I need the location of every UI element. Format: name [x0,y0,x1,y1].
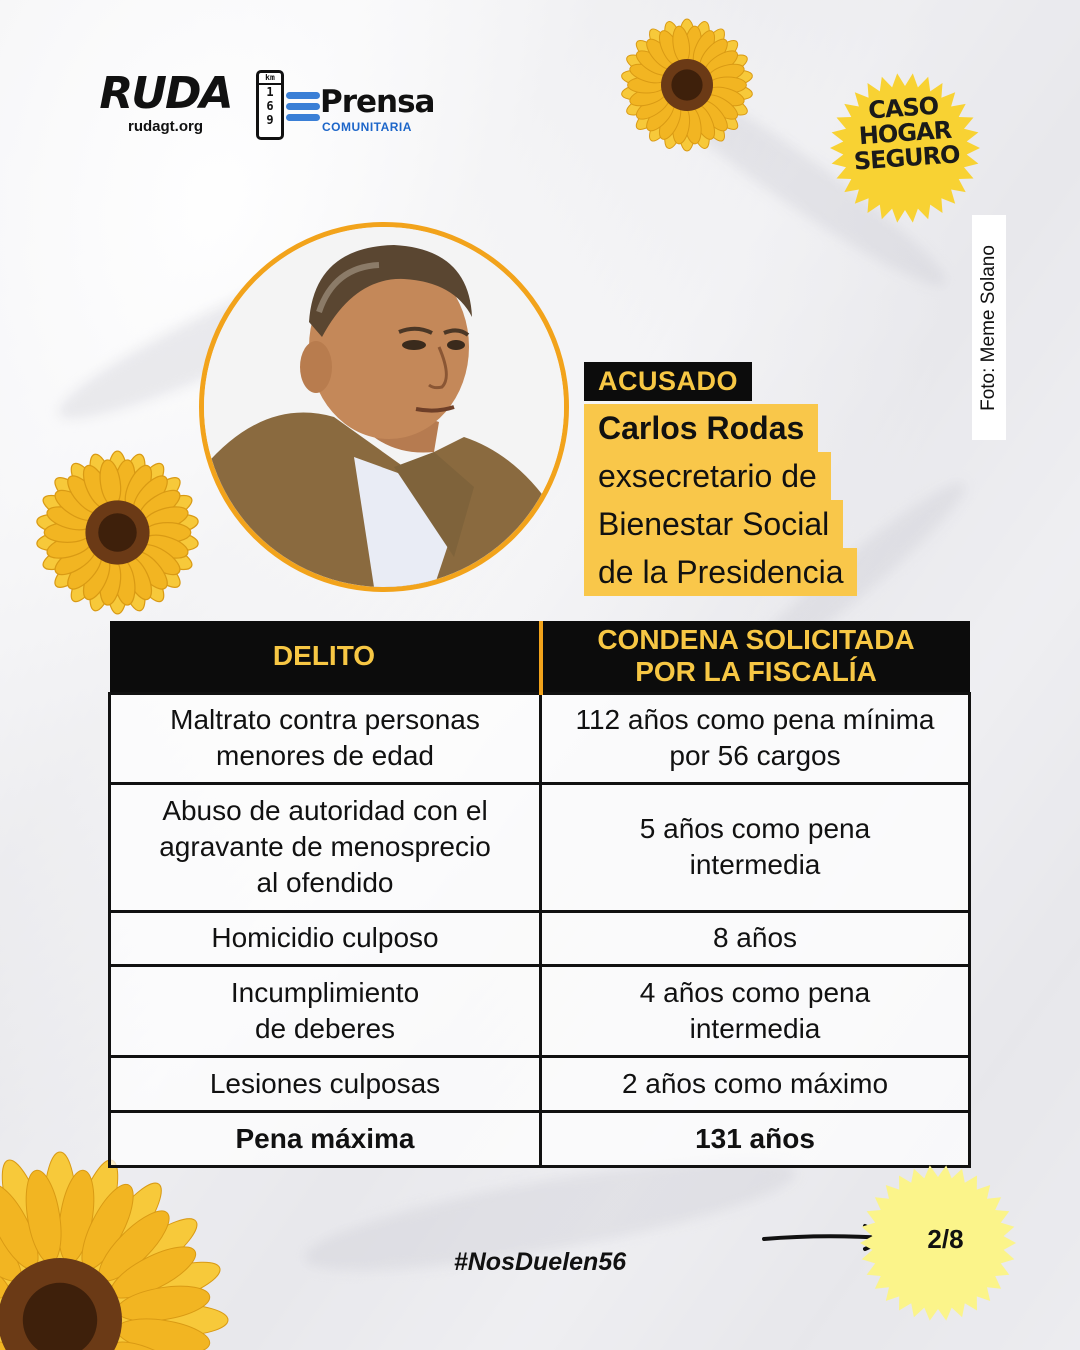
km-digit: 6 [266,99,274,113]
cell-line: 4 años como pena [639,976,871,1008]
accused-name: Carlos Rodas [584,404,818,452]
sentence-cell [541,1056,970,1111]
accused-portrait [199,222,569,592]
ruda-logo-word: RUDA [99,68,232,119]
table-row [110,911,970,965]
table-header-row [110,621,970,693]
total-value: 131 años [541,1111,970,1166]
caso-hogar-seguro-badge [830,58,980,238]
table-row [110,693,970,783]
crime-cell [110,783,541,911]
badge-text [828,91,983,176]
ruda-logo [98,68,233,135]
badge-line: SEGURO [852,140,961,176]
cell-line: Lesiones culposas [209,1067,441,1099]
cell-line: intermedia [689,849,821,880]
cell-line: 112 años como pena mínima [575,704,935,735]
photo-credit-text: Foto: Meme Solano [978,244,999,411]
accused-role-line: Bienestar Social [584,500,843,548]
hashtag: #NosDuelen56 [453,1248,627,1276]
photo-credit [972,215,1006,440]
portrait-illustration [204,227,564,587]
flower-center-inner [671,69,702,100]
sentence-cell [541,911,970,965]
cell-line: Maltrato contra personas [170,704,480,735]
cell-line: Incumplimiento [230,976,420,1008]
cell-line: 5 años como pena [639,813,871,844]
cell-line: agravante de menosprecio [159,831,491,862]
crime-cell [110,965,541,1056]
cell-line: por 56 cargos [669,740,841,771]
header-crime [110,621,541,693]
sentence-table [108,621,971,1168]
sunflower-icon [612,10,762,160]
ruda-logo-url: rudagt.org [128,118,203,135]
accused-role-line: exsecretario de [584,452,831,500]
sunflower-icon [25,440,210,625]
cell-line: 8 años [712,922,798,953]
badge-line: CASO [867,91,940,125]
flower-center-inner [98,513,136,551]
table-row [110,965,970,1056]
sentence-cell [541,965,970,1056]
prensa-comunitaria-logo [250,70,450,140]
cell-line: Homicidio culposo [211,922,439,953]
km-sign-icon [256,70,284,140]
crime-cell [110,693,541,783]
km-digit: 1 [266,85,274,99]
cell-line: intermedia [689,1012,821,1044]
table-row [110,783,970,911]
header-sentence [541,621,970,693]
accused-role-line: de la Presidencia [584,548,857,596]
badge-line: HOGAR [857,115,952,151]
total-label: Pena máxima [110,1111,541,1166]
crime-cell [110,911,541,965]
sentence-cell [541,693,970,783]
crime-cell [110,1056,541,1111]
table-row [110,1056,970,1111]
table-total-row [110,1111,970,1166]
km-label: km [259,73,281,85]
cell-line: menores de edad [216,740,434,771]
prensa-logo-sub: COMUNITARIA [322,120,412,134]
sentence-cell [541,783,970,911]
cell-line: Abuso de autoridad con el [162,795,488,826]
prensa-logo-word: Prensa [320,84,435,120]
cell-line: de deberes [254,1012,396,1044]
header-line: CONDENA SOLICITADA [597,624,915,656]
prensa-stripes-icon [286,92,320,126]
km-digit: 9 [266,113,274,127]
cell-line: 2 años como máximo [621,1067,889,1099]
accused-tag: ACUSADO [584,362,752,401]
header-line: DELITO [272,640,376,672]
page-indicator: 2/8 [927,1224,964,1254]
header-line: POR LA FISCALÍA [635,656,877,688]
cell-line: al ofendido [256,867,394,898]
